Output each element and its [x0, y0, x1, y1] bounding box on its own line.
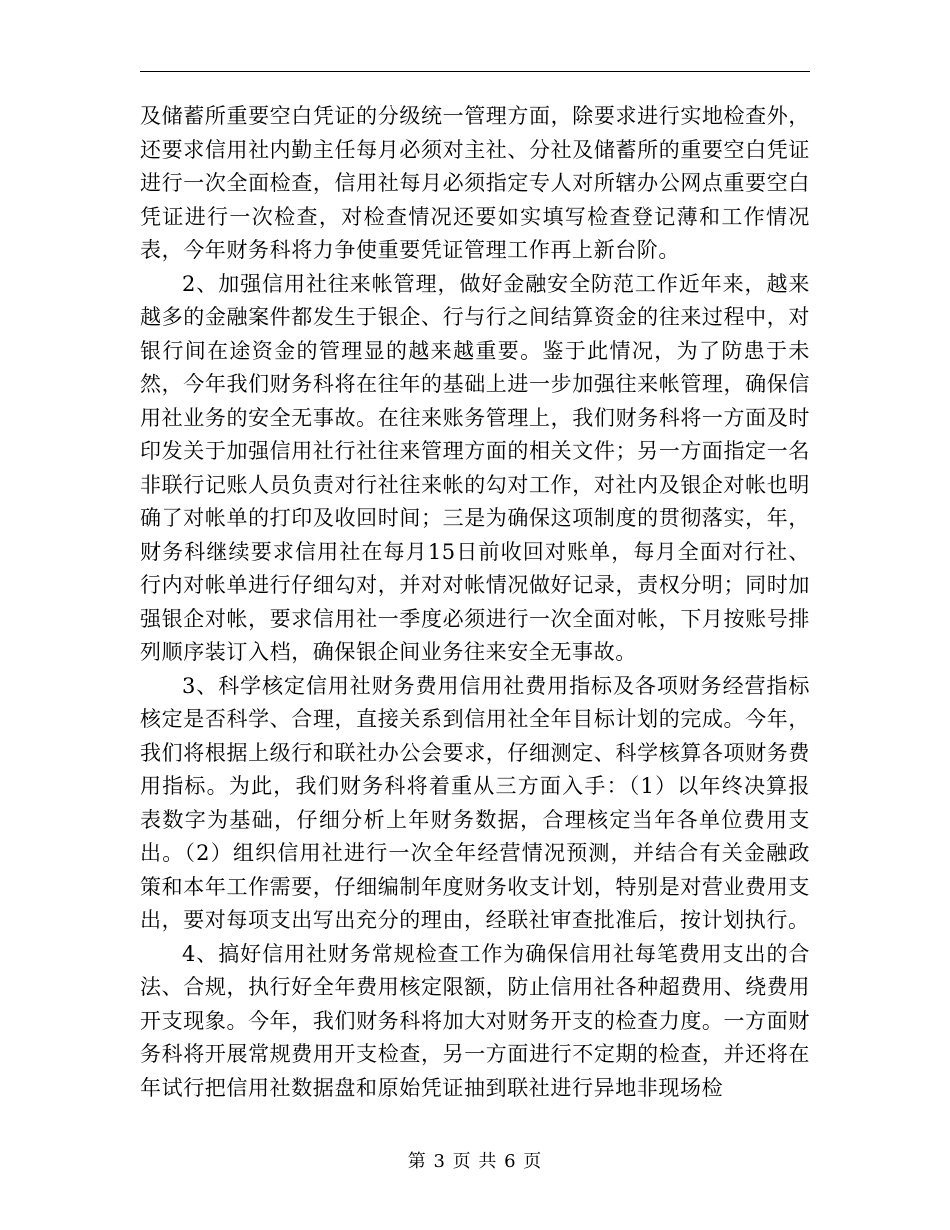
page-number: 第 3 页 共 6 页 [407, 1151, 543, 1172]
document-body [140, 100, 810, 1105]
paragraph-3: 3、科学核定信用社财务费用信用社费用指标及各项财务经营指标核定是否科学、合理，直接关系到信用社全年目标计划的完成。今年，我们将根据上级行和联社办公会要求，仔细测定、科学核算各项财务费用指标。为此，我们财务科将着重从三方面入手：（1）以年终决算报表数字为基础，仔细分析上年财务数据，合理核定当年各单位费用支出。（2）组织信用社进行一次全年经营情况预测，并结合有关金融政策和本年工作需要，仔细编制年度财务收支计划，特别是对营业费用支出，要对每项支出写出充分的理由，经联社审查批准后，按计划执行。 [140, 673, 810, 932]
paragraph-4: 4、搞好信用社财务常规检查工作为确保信用社每笔费用支出的合法、合规，执行好全年费用核定限额，防止信用社各种超费用、绕费用开支现象。今年，我们财务科将加大对财务开支的检查力度。一方面财务科将开展常规费用开支检查，另一方面进行不定期的检查，并还将在年试行把信用社数据盘和原始凭证抽到联社进行异地非现场检 [140, 941, 810, 1100]
paragraph-2: 2、加强信用社往来帐管理，做好金融安全防范工作近年来，越来越多的金融案件都发生于银企、行与行之间结算资金的往来过程中，对银行间在途资金的管理显的越来越重要。鉴于此情况，为了防患于未然，今年我们财务科将在往年的基础上进一步加强往来帐管理，确保信用社业务的安全无事故。在往来账务管理上，我们财务科将一方面及时印发关于加强信用社行社往来管理方面的相关文件；另一方面指定一名非联行记账人员负责对行社往来帐的勾对工作，对社内及银企对帐也明确了对帐单的打印及收回时间；三是为确保这项制度的贯彻落实，年，财务科继续要求信用社在每月15日前收回对账单，每月全面对行社、行内对帐单进行仔细勾对，并对对帐情况做好记录，责权分明；同时加强银企对帐，要求信用社一季度必须进行一次全面对帐，下月按账号排列顺序装订入档，确保银企间业务往来安全无事故。 [140, 271, 810, 664]
paragraph-continuation: 及储蓄所重要空白凭证的分级统一管理方面，除要求进行实地检查外，还要求信用社内勤主任每月必须对主社、分社及储蓄所的重要空白凭证进行一次全面检查，信用社每月必须指定专人对所辖办公网点重要空白凭证进行一次检查，对检查情况还要如实填写检查登记薄和工作情况表，今年财务科将力争使重要凭证管理工作再上新台阶。 [140, 104, 810, 262]
header-rule [140, 71, 810, 72]
